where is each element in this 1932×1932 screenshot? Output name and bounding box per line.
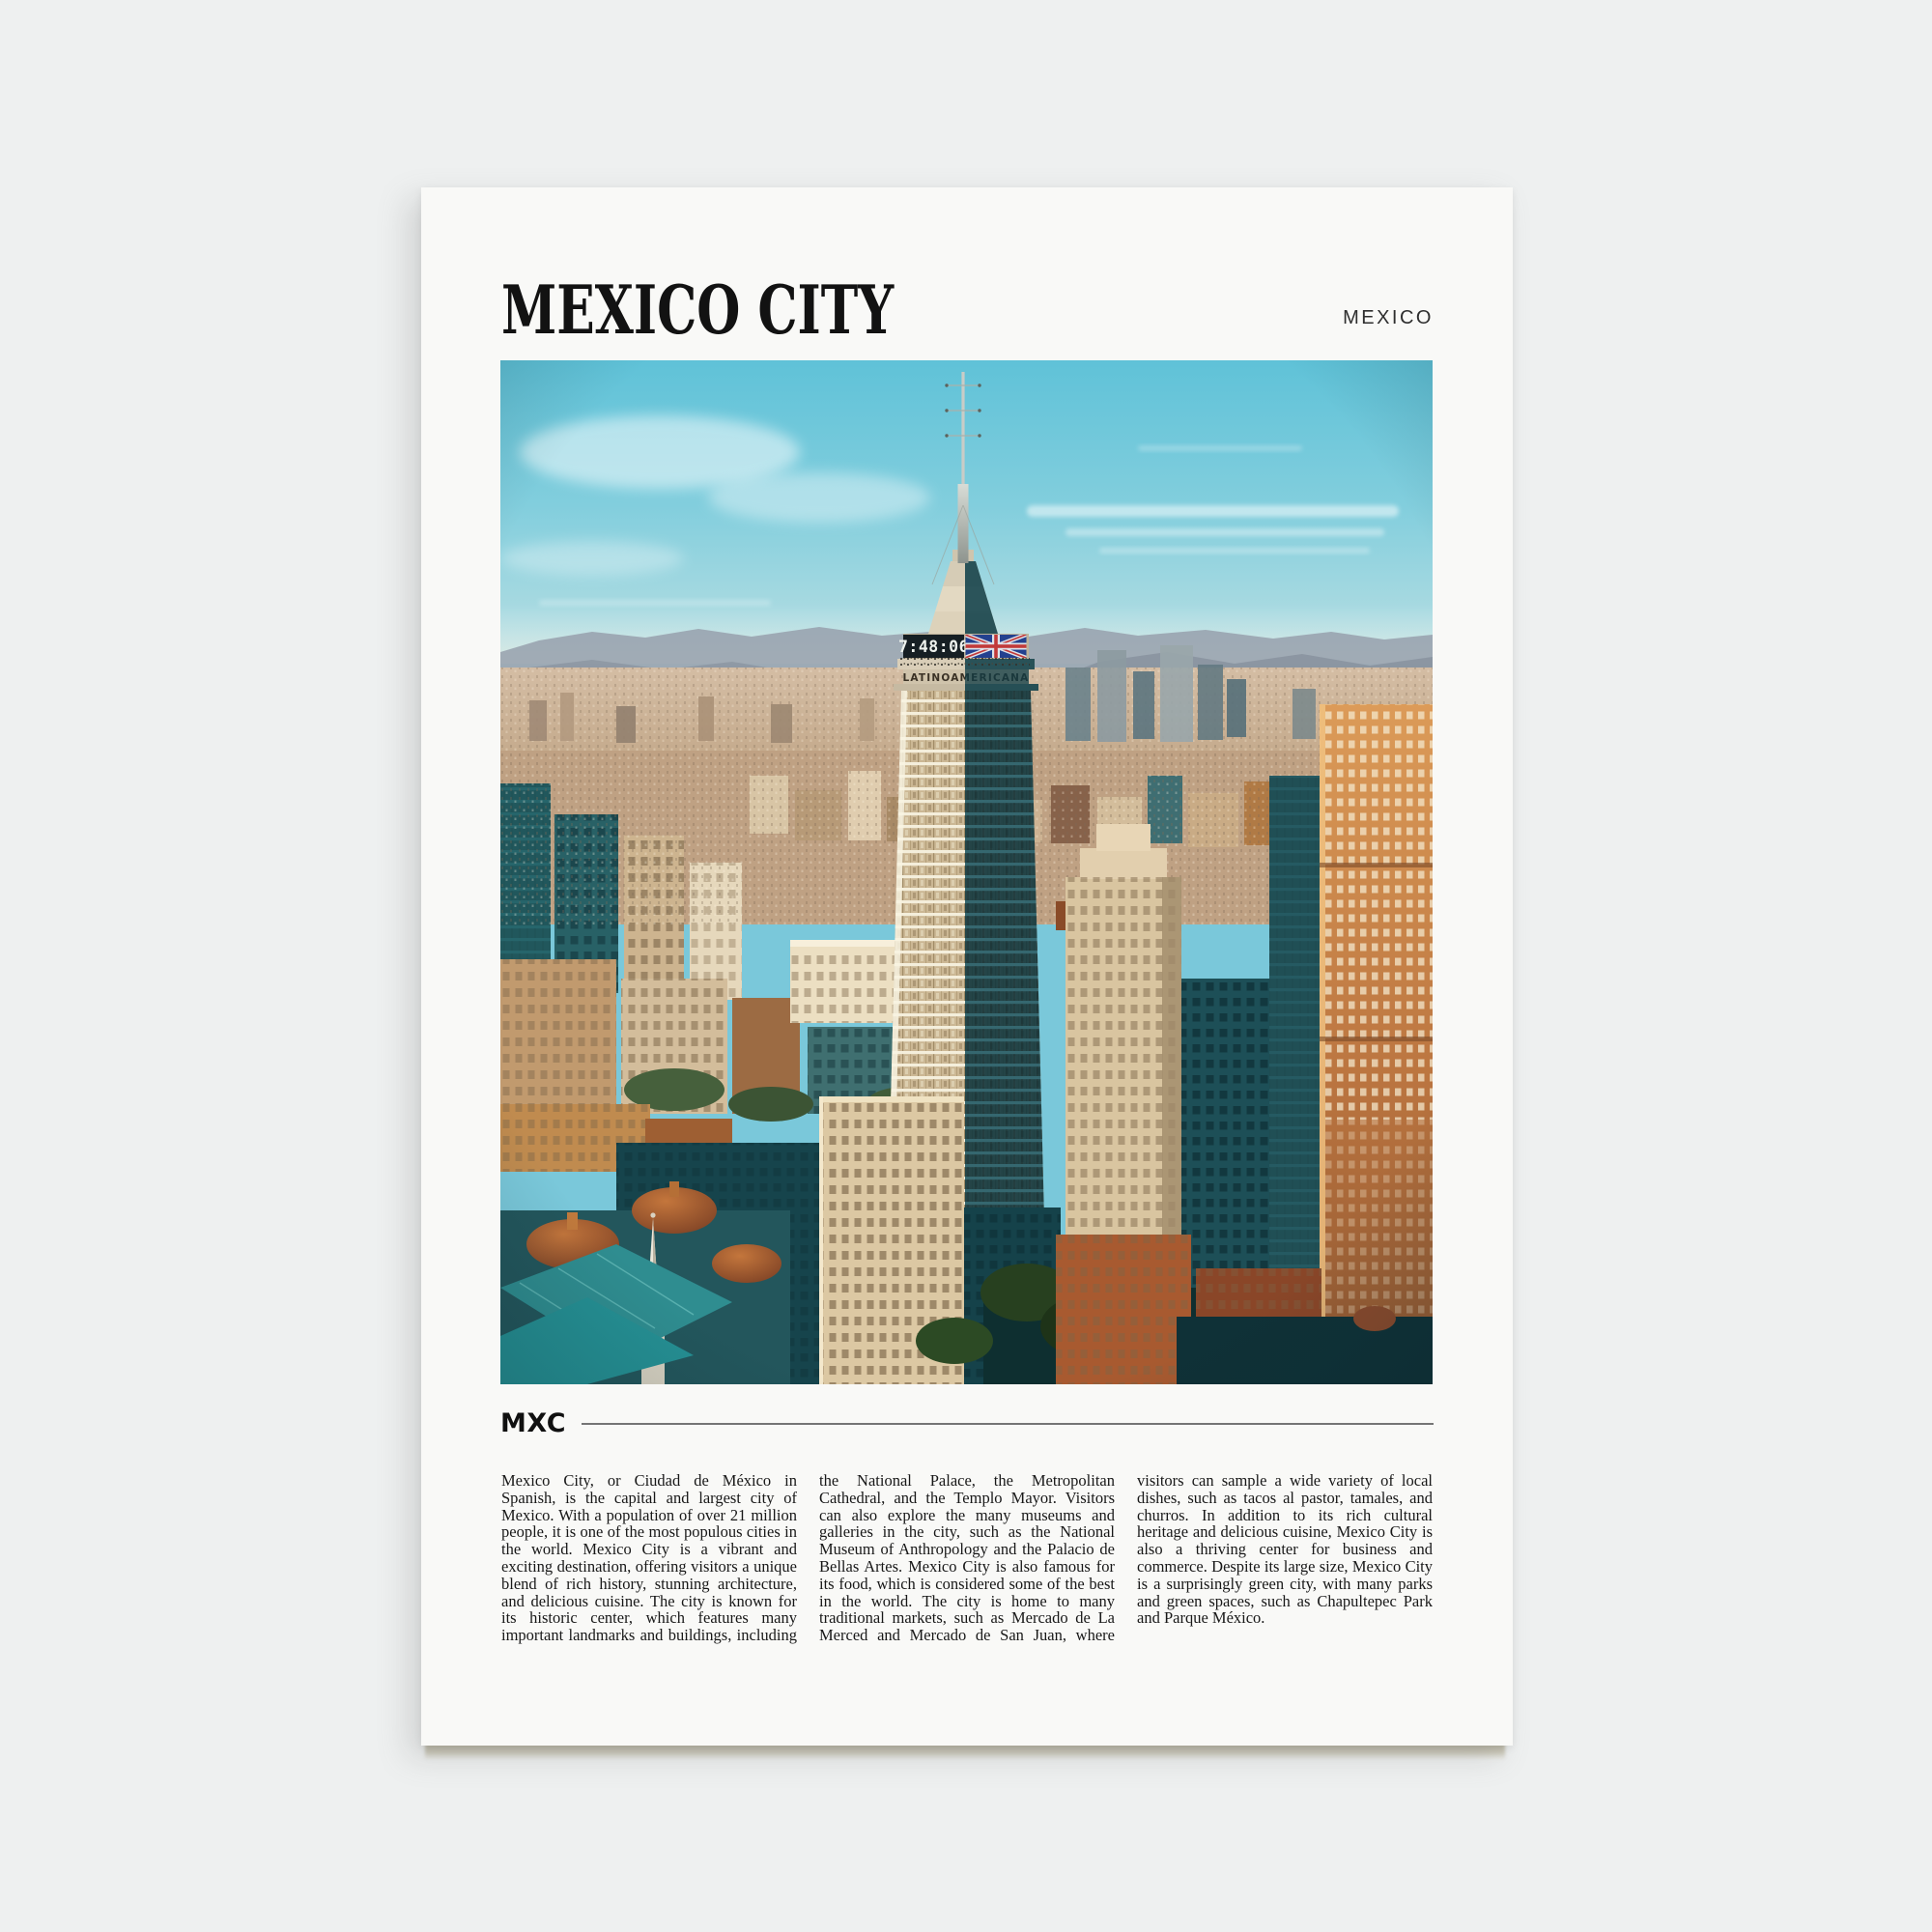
mexico-city-aerial-illustration	[500, 360, 1433, 1384]
body-text-columns: Mexico City, or Ciudad de México in Spanish, is the capital and largest city of Mexico. With a population of over 21 million people, it is one of the most populous cities in the world. Mexico City is a vibrant and exciting destination, offering visitors a unique blend of rich history, stunning architecture, and delicious cuisine. The city is known for its historic center, which features many important landmarks and buildings, including the National Palace, the Metropolitan Cathedral, and the Templo Mayor. Visitors can also explore the many museums and galleries in the city, such as the National Museum of Anthropology and the Palacio de Bellas Artes. Mexico City is also famous for its food, which is considered some of the best in the world. The city is home to many traditional markets, such as Mercado de La Merced and Mercado de San Juan, where visitors can sample a wide variety of local dishes, such as tacos al pastor, tamales, and churros. In addition to its rich cultural heritage and delicious cuisine, Mexico City is also a thriving center for business and commerce. Despite its large size, Mexico City is a surprisingly green city, with many parks and green spaces, such as Chapultepec Park and Parque México.	[501, 1471, 1433, 1645]
city-photo	[500, 360, 1433, 1384]
code-row	[500, 1406, 1434, 1439]
country-label: MEXICO	[1343, 307, 1434, 328]
travel-poster	[421, 187, 1513, 1746]
divider-line	[582, 1423, 1434, 1425]
page-title: MEXICO CITY	[501, 271, 895, 350]
photo-vignette	[500, 360, 1433, 1384]
city-code-label: MXC	[500, 1407, 567, 1438]
